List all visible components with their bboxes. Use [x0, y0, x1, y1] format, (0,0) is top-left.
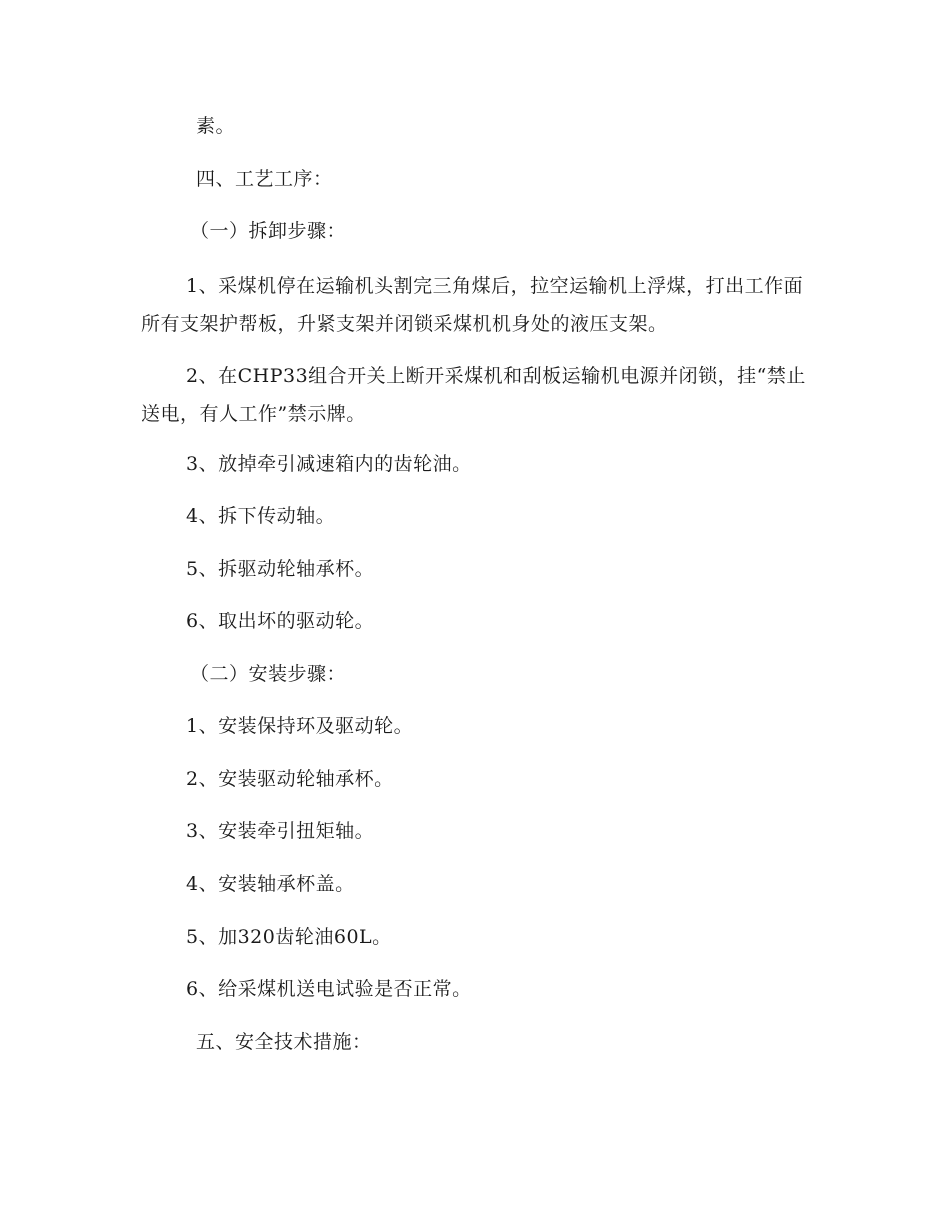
disassembly-step-4: 4、拆下传动轴。: [186, 505, 336, 527]
paragraph-continuation: 素。: [196, 115, 236, 137]
disassembly-step-3: 3、放掉牵引减速箱内的齿轮油。: [186, 453, 472, 475]
disassembly-step-2: 2、在CHP33组合开关上断开采煤机和刮板运输机电源并闭锁，挂“禁止送电，有人工作”禁示牌。: [141, 365, 806, 425]
section-heading-safety: 五、安全技术措施：: [196, 1031, 372, 1053]
disassembly-step-1: 1、采煤机停在运输机头割完三角煤后，拉空运输机上浮煤，打出工作面所有支架护帮板，升紧支架并闭锁采煤机机身处的液压支架。: [141, 275, 804, 335]
installation-step-2: 2、安装驱动轮轴承杯。: [186, 768, 394, 790]
installation-step-3: 3、安装牵引扭矩轴。: [186, 820, 375, 842]
installation-step-4: 4、安装轴承杯盖。: [186, 873, 355, 895]
disassembly-step-6: 6、取出坏的驱动轮。: [186, 610, 375, 632]
disassembly-step-5: 5、拆驱动轮轴承杯。: [186, 558, 375, 580]
subsection-heading-installation: （二）安装步骤：: [190, 663, 347, 685]
installation-step-1: 1、安装保持环及驱动轮。: [186, 715, 414, 737]
section-heading-process: 四、工艺工序：: [196, 168, 333, 190]
subsection-heading-disassembly: （一）拆卸步骤：: [190, 220, 347, 242]
installation-step-6: 6、给采煤机送电试验是否正常。: [186, 978, 472, 1000]
installation-step-5: 5、加320齿轮油60L。: [186, 926, 392, 948]
